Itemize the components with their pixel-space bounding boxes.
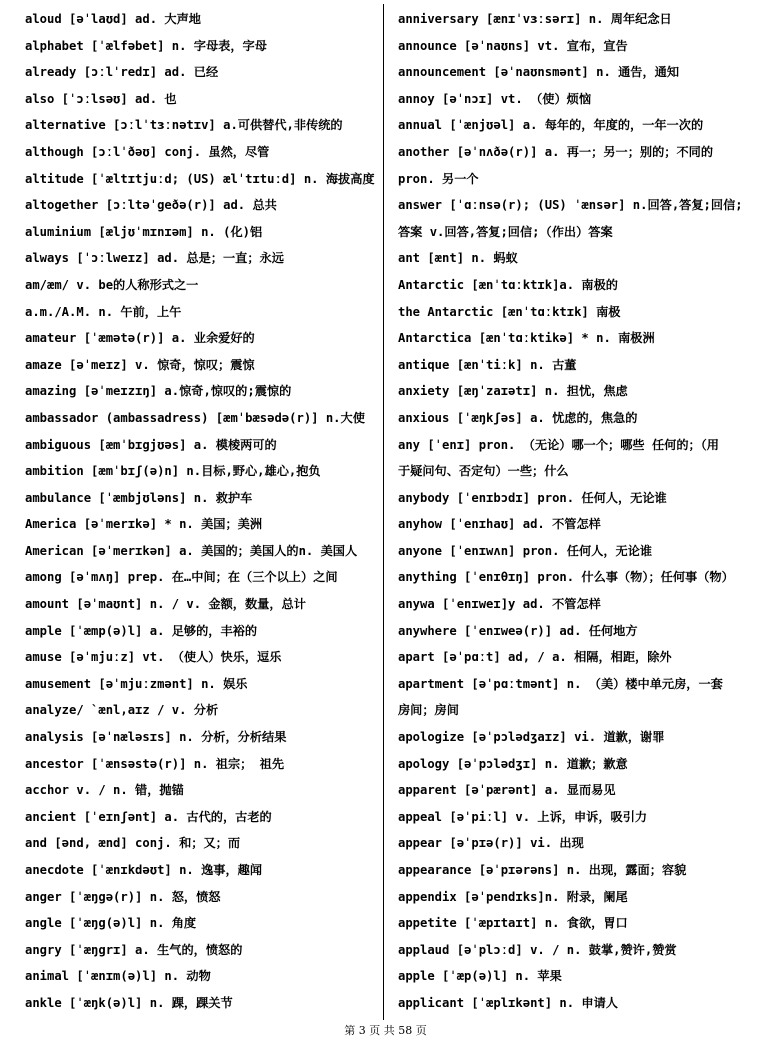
dictionary-entry-line: among [əˈmʌŋ] prep. 在…中间；在（三个以上）之间 — [25, 570, 338, 585]
dictionary-entry-line: anyhow [ˈenɪhaʊ] ad. 不管怎样 — [398, 517, 601, 532]
dictionary-entry-line: American [əˈmerɪkən] a. 美国的；美国人的n. 美国人 — [25, 543, 358, 558]
footer-prefix: 第 — [344, 1024, 356, 1037]
dictionary-entry-line: already [ɔːlˈredɪ] ad. 已经 — [25, 65, 219, 80]
dictionary-entry-line: anybody [ˈenɪbɔdɪ] pron. 任何人，无论谁 — [398, 490, 667, 505]
dictionary-entry-line: amount [əˈmaʊnt] n. / v. 金额，数量，总计 — [25, 597, 306, 612]
dictionary-entry-line: analyze/ `ænl,aɪz / v. 分析 — [25, 703, 219, 718]
dictionary-entry-line: anywhere [ˈenɪweə(r)] ad. 任何地方 — [398, 623, 638, 638]
dictionary-entry-line: Antarctica [ænˈtɑːktikə] * n. 南极洲 — [398, 331, 655, 346]
dictionary-entry-line: ambulance [ˈæmbjʊləns] n. 救护车 — [25, 490, 253, 505]
dictionary-entry-line: ample [ˈæmp(ə)l] a. 足够的，丰裕的 — [25, 623, 258, 638]
dictionary-entry-line: altogether [ɔːltəˈgeðə(r)] ad. 总共 — [25, 198, 277, 213]
dictionary-entry-line: analysis [əˈnæləsɪs] n. 分析，分析结果 — [25, 730, 287, 745]
dictionary-entry-line: announcement [əˈnaʊnsmənt] n. 通告，通知 — [398, 65, 680, 80]
dictionary-entry-line: aloud [əˈlaʊd] ad. 大声地 — [25, 12, 201, 26]
dictionary-entry-line: am/æm/ v. be的人称形式之一 — [25, 277, 199, 292]
page-footer — [0, 1022, 771, 1038]
dictionary-entry-line: answer [ˈɑːnsə(r); (US) ˈænsər] n.回答,答复;回信; — [398, 198, 743, 213]
dictionary-entry-line: alternative [ɔːlˈtɜːnətɪv] a.可供替代,非传统的 — [25, 118, 343, 133]
dictionary-entry-line: angry [ˈæŋgrɪ] a. 生气的，愤怒的 — [25, 942, 243, 957]
dictionary-entry-line: anyone [ˈenɪwʌn] pron. 任何人，无论谁 — [398, 543, 653, 558]
dictionary-entry-line: ankle [ˈæŋk(ə)l] n. 踝，踝关节 — [25, 995, 233, 1010]
dictionary-entry-line: anecdote [ˈænɪkdəʊt] n. 逸事，趣闻 — [25, 863, 263, 877]
dictionary-entry-line: amusement [əˈmjuːzmənt] n. 娱乐 — [25, 676, 248, 691]
dictionary-entry-line: appeal [əˈpiːl] v. 上诉，申诉，吸引力 — [398, 809, 648, 824]
dictionary-entry-line: although [ɔːlˈðəʊ] conj. 虽然，尽管 — [25, 144, 270, 159]
dictionary-entry-line: apartment [əˈpɑːtmənt] n. （美）楼中单元房，一套 — [398, 676, 723, 691]
dictionary-entry-line: appear [əˈpɪə(r)] vi. 出现 — [398, 836, 584, 851]
dictionary-entry-line: amuse [əˈmjuːz] vt. （使人）快乐，逗乐 — [25, 650, 282, 665]
dictionary-entry-line: amateur [ˈæmətə(r)] a. 业余爱好的 — [25, 331, 255, 346]
dictionary-entry-line: 于疑问句、否定句）一些；什么 — [398, 464, 569, 479]
dictionary-entry-line: applicant [ˈæplɪkənt] n. 申请人 — [398, 995, 618, 1010]
right-column — [398, 6, 760, 1017]
dictionary-entry-line: amazing [əˈmeɪzɪŋ] a.惊奇,惊叹的;震惊的 — [25, 384, 292, 399]
left-column — [25, 6, 377, 1017]
dictionary-entry-line: acchor v. / n. 错，抛锚 — [25, 783, 184, 798]
dictionary-entry-line: anxiety [æŋˈzaɪətɪ] n. 担忧，焦虑 — [398, 384, 628, 399]
dictionary-entry-line: angle [ˈæŋg(ə)l] n. 角度 — [25, 916, 197, 931]
dictionary-entry-line: ancestor [ˈænsəstə(r)] n. 祖宗； 祖先 — [25, 756, 285, 771]
dictionary-entry-line: always [ˈɔːlweɪz] ad. 总是；一直；永远 — [25, 251, 284, 266]
dictionary-entry-line: a.m./A.M. n. 午前，上午 — [25, 304, 182, 319]
dictionary-entry-line: anxious [ˈæŋkʃəs] a. 忧虑的，焦急的 — [398, 410, 638, 425]
dictionary-entry-line: appendix [əˈpendɪks]n. 附录，阑尾 — [398, 889, 628, 904]
dictionary-entry-line: ambition [æmˈbɪʃ(ə)n] n.目标,野心,雄心,抱负 — [25, 464, 321, 479]
dictionary-entry-line: apart [əˈpɑːt] ad, / a. 相隔，相距，除外 — [398, 650, 672, 665]
dictionary-entry-line: apologize [əˈpɔlədʒaɪz] vi. 道歉，谢罪 — [398, 730, 665, 745]
dictionary-entry-line: anything [ˈenɪθɪŋ] pron. 什么事（物）；任何事（物） — [398, 570, 734, 585]
dictionary-entry-line: antique [ænˈtiːk] n. 古董 — [398, 357, 577, 372]
dictionary-entry-line: America [əˈmerɪkə] * n. 美国；美洲 — [25, 517, 263, 532]
dictionary-entry-line: and [ənd, ænd] conj. 和；又；而 — [25, 836, 241, 851]
dictionary-entry-line: appearance [əˈpɪərəns] n. 出现，露面；容貌 — [398, 863, 687, 877]
dictionary-entry-line: also [ˈɔːlsəʊ] ad. 也 — [25, 91, 177, 106]
dictionary-entry-line: animal [ˈænɪm(ə)l] n. 动物 — [25, 969, 211, 984]
dictionary-entry-line: apple [ˈæp(ə)l] n. 苹果 — [398, 969, 562, 984]
dictionary-entry-line: annual [ˈænjʊəl] a. 每年的，年度的，一年一次的 — [398, 118, 704, 133]
dictionary-entry-line: pron. 另一个 — [398, 171, 479, 186]
footer-suffix: 页 — [415, 1024, 427, 1037]
dictionary-entry-line: another [əˈnʌðə(r)] a. 再一；另一；别的；不同的 — [398, 144, 714, 159]
dictionary-entry-line: 答案 v.回答,答复;回信;（作出）答案 — [398, 224, 613, 239]
dictionary-entry-line: alphabet [ˈælfəbet] n. 字母表，字母 — [25, 38, 267, 53]
dictionary-entry-line: the Antarctic [ænˈtɑːktɪk] 南极 — [398, 304, 621, 319]
footer-mid: 页 共 — [369, 1024, 395, 1037]
dictionary-entry-line: apology [əˈpɔlədʒɪ] n. 道歉；歉意 — [398, 756, 628, 771]
dictionary-entry-line: amaze [əˈmeɪz] v. 惊奇，惊叹；震惊 — [25, 357, 255, 372]
dictionary-entry-line: altitude [ˈæltɪtjuːd; (US) ælˈtɪtuːd] n. 海拔高度 — [25, 171, 375, 186]
dictionary-entry-line: ant [ænt] n. 蚂蚁 — [398, 251, 518, 266]
dictionary-entry-line: anywa [ˈenɪweɪ]y ad. 不管怎样 — [398, 597, 601, 612]
dictionary-entry-line: any [ˈenɪ] pron. （无论）哪一个；哪些 任何的；（用 — [398, 437, 719, 452]
column-divider — [383, 4, 384, 1020]
dictionary-entry-line: anniversary [ænɪˈvɜːsərɪ] n. 周年纪念日 — [398, 12, 672, 26]
dictionary-entry-line: Antarctic [ænˈtɑːktɪk]a. 南极的 — [398, 277, 618, 292]
dictionary-entry-line: anger [ˈæŋgə(r)] n. 怒，愤怒 — [25, 889, 221, 904]
dictionary-entry-line: ambiguous [æmˈbɪgjʊəs] a. 模棱两可的 — [25, 437, 277, 452]
dictionary-entry-line: 房间；房间 — [398, 703, 459, 718]
dictionary-entry-line: aluminium [æljʊˈmɪnɪəm] n. (化)铝 — [25, 224, 263, 239]
dictionary-entry-line: ambassador (ambassadress) [æmˈbæsədə(r)] n.大使 — [25, 410, 365, 425]
footer-page-number: 3 — [358, 1024, 366, 1037]
dictionary-entry-line: apparent [əˈpærənt] a. 显而易见 — [398, 783, 616, 798]
dictionary-entry-line: annoy [əˈnɔɪ] vt. （使）烦恼 — [398, 91, 592, 106]
footer-total-pages: 58 — [398, 1024, 413, 1037]
dictionary-entry-line: announce [əˈnaʊns] vt. 宣布，宣告 — [398, 38, 628, 53]
dictionary-entry-line: ancient [ˈeɪnʃənt] a. 古代的，古老的 — [25, 809, 272, 824]
dictionary-entry-line: applaud [əˈplɔːd] v. / n. 鼓掌,赞许,赞赏 — [398, 942, 677, 957]
dictionary-entry-line: appetite [ˈæpɪtaɪt] n. 食欲，胃口 — [398, 916, 628, 931]
